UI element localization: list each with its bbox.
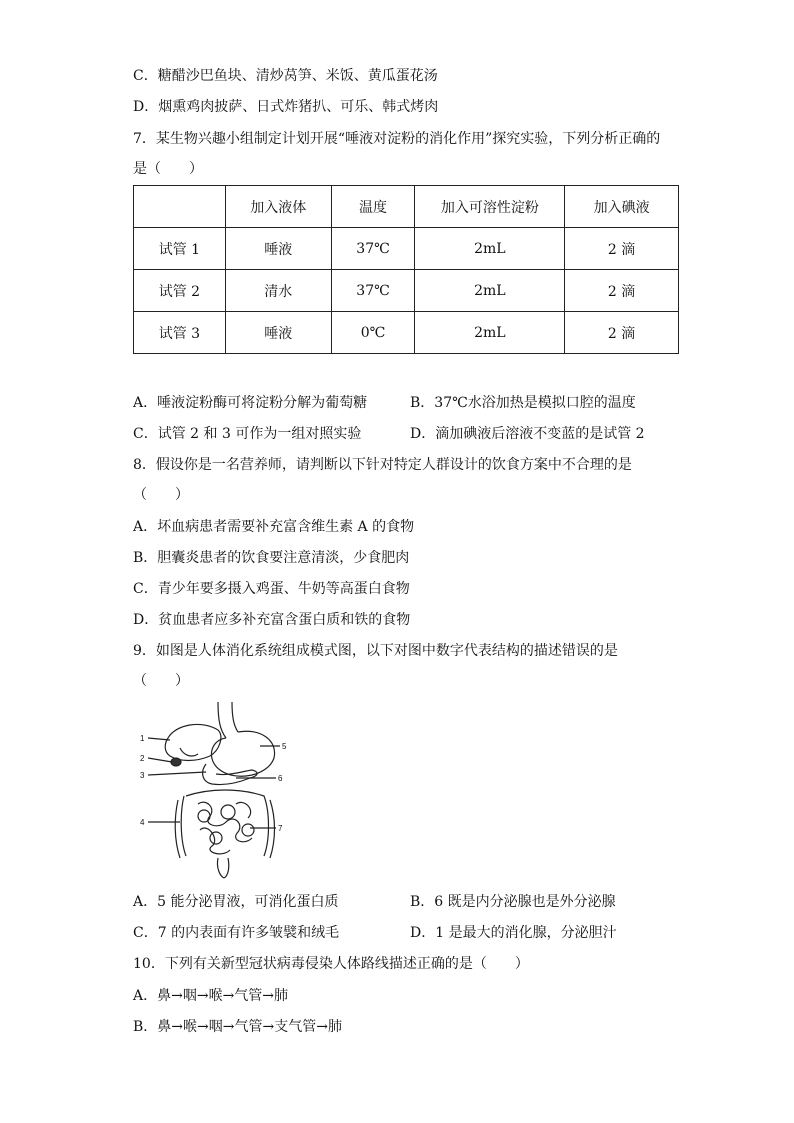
small-intestine-loop xyxy=(210,832,222,844)
pancreas-shape xyxy=(203,764,257,785)
figure-label-2: 2 xyxy=(140,754,145,763)
small-intestine-loop xyxy=(198,810,210,822)
large-intestine-shape xyxy=(175,800,180,858)
digestive-system-diagram xyxy=(140,700,300,880)
figure-label-7: 7 xyxy=(278,824,283,833)
table-header-cell: 加入碘液 xyxy=(565,186,679,228)
table-row xyxy=(134,270,679,312)
q10-option-b: B．鼻→喉→咽→气管→支气管→肺 xyxy=(133,1019,342,1035)
digestive-system-svg xyxy=(140,700,300,880)
figure-label-4: 4 xyxy=(140,818,145,827)
liver-lobe-shape xyxy=(180,748,198,756)
q7-stem-line2: 是（ ） xyxy=(133,161,203,177)
q9-option-c: C．7 的内表面有许多皱襞和绒毛 xyxy=(133,925,340,941)
q9-option-b: B．6 既是内分泌腺也是外分泌腺 xyxy=(410,894,616,910)
gallbladder-shape xyxy=(171,758,181,766)
q7-option-c: C．试管 2 和 3 可作为一组对照实验 xyxy=(133,426,362,442)
table-cell: 2mL xyxy=(415,228,565,270)
option-c-prev: C．糖醋沙巴鱼块、清炒莴笋、米饭、黄瓜蛋花汤 xyxy=(133,68,438,84)
table-cell: 清水 xyxy=(225,270,331,312)
small-intestine-loop xyxy=(221,805,235,819)
q8-option-d: D．贫血患者应多补充富含蛋白质和铁的食物 xyxy=(133,612,411,628)
figure-label-6: 6 xyxy=(278,774,283,783)
table-header-cell: 温度 xyxy=(331,186,415,228)
table-cell: 试管 1 xyxy=(134,228,226,270)
table-cell: 2 滴 xyxy=(565,228,679,270)
table-header-row xyxy=(134,186,679,228)
q9-stem-line2: （ ） xyxy=(133,673,189,689)
table-cell: 试管 2 xyxy=(134,270,226,312)
table-cell: 0℃ xyxy=(331,312,415,354)
table-cell: 2 滴 xyxy=(565,270,679,312)
table-cell: 2 滴 xyxy=(565,312,679,354)
q10-option-a: A．鼻→咽→喉→气管→肺 xyxy=(133,988,289,1004)
q8-option-a: A．坏血病患者需要补充富含维生素 A 的食物 xyxy=(133,519,415,535)
q7-stem-line1: 7．某生物兴趣小组制定计划开展“唾液对淀粉的消化作用”探究实验，下列分析正确的 xyxy=(133,131,661,147)
q8-stem-line2: （ ） xyxy=(133,487,189,503)
rectum-shape xyxy=(217,858,228,878)
q8-stem-line1: 8．假设你是一名营养师，请判断以下针对特定人群设计的饮食方案中不合理的是 xyxy=(133,457,632,473)
option-d-prev: D．烟熏鸡肉披萨、日式炸猪扒、可乐、韩式烤肉 xyxy=(133,99,439,115)
q7-option-d: D．滴加碘液后溶液不变蓝的是试管 2 xyxy=(410,426,645,442)
leader-line xyxy=(148,758,172,762)
figure-label-3: 3 xyxy=(140,771,145,780)
q9-option-d: D．1 是最大的消化腺，分泌胆汁 xyxy=(410,925,617,941)
small-intestine-loop xyxy=(242,824,254,836)
table-cell: 唾液 xyxy=(225,228,331,270)
table-header-cell: 加入液体 xyxy=(225,186,331,228)
table-header-cell: 加入可溶性淀粉 xyxy=(415,186,565,228)
q9-stem-line1: 9．如图是人体消化系统组成模式图，以下对图中数字代表结构的描述错误的是 xyxy=(133,643,618,659)
table-cell: 37℃ xyxy=(331,228,415,270)
q10-stem: 10．下列有关新型冠状病毒侵染人体路线描述正确的是（ ） xyxy=(133,956,529,972)
table-header-cell xyxy=(134,186,226,228)
q8-option-b: B．胆囊炎患者的饮食要注意清淡，少食肥肉 xyxy=(133,550,410,566)
experiment-table xyxy=(133,185,679,354)
table-row xyxy=(134,312,679,354)
q9-option-a: A．5 能分泌胃液，可消化蛋白质 xyxy=(133,894,339,910)
table-cell: 37℃ xyxy=(331,270,415,312)
table-cell: 试管 3 xyxy=(134,312,226,354)
q7-option-b: B．37℃水浴加热是模拟口腔的温度 xyxy=(410,395,636,411)
esophagus-shape xyxy=(232,702,238,732)
table-cell: 唾液 xyxy=(225,312,331,354)
table-cell: 2mL xyxy=(415,312,565,354)
table-row xyxy=(134,228,679,270)
large-intestine-shape xyxy=(270,800,275,858)
figure-label-5: 5 xyxy=(282,742,287,751)
table-cell: 2mL xyxy=(415,270,565,312)
liver-shape xyxy=(165,724,221,760)
q7-option-a: A．唾液淀粉酶可将淀粉分解为葡萄糖 xyxy=(133,395,368,411)
figure-label-1: 1 xyxy=(140,734,145,743)
q8-option-c: C．青少年要多摄入鸡蛋、牛奶等高蛋白食物 xyxy=(133,581,410,597)
leader-line xyxy=(148,772,206,775)
